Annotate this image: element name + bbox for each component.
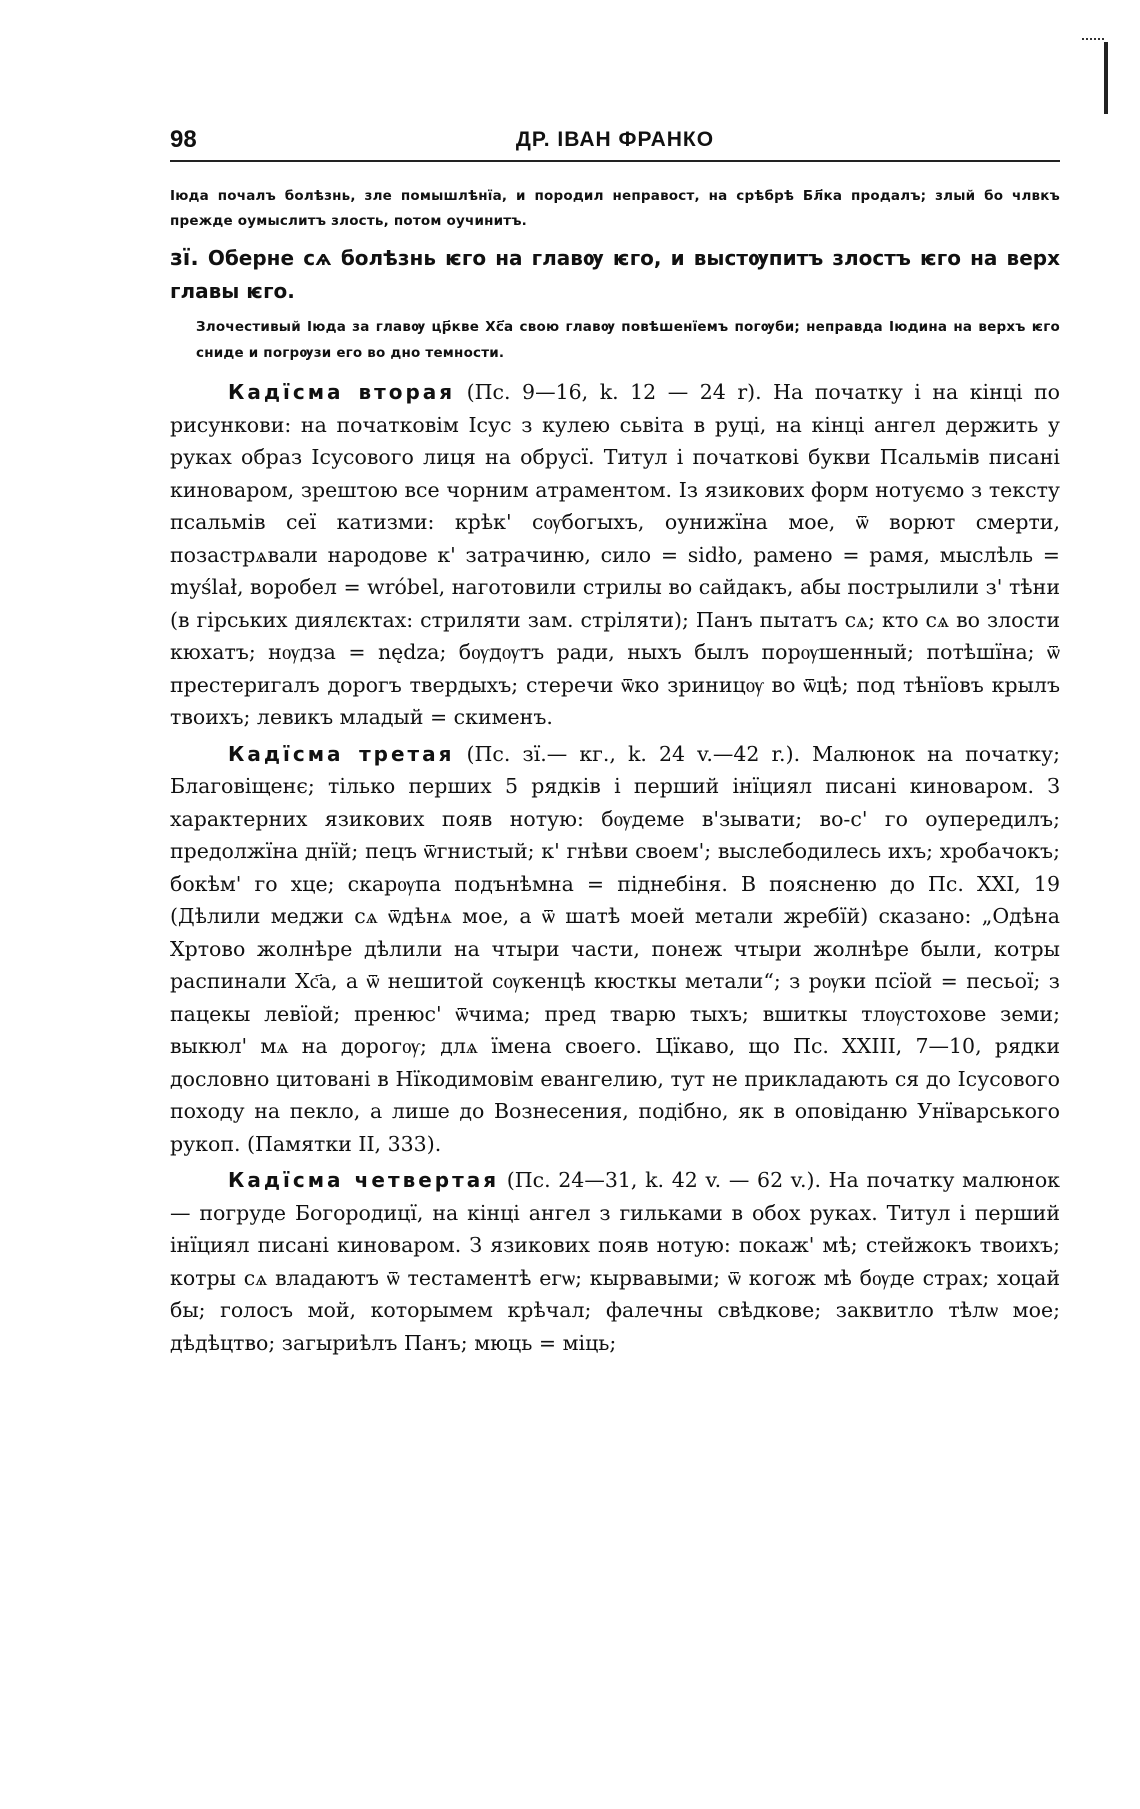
kathisma-heading: Кадїсма вторая	[228, 380, 456, 404]
kathisma-heading: Кадїсма четвертая	[228, 1168, 500, 1192]
running-title: ДР. ІВАН ФРАНКО	[515, 128, 715, 151]
book-page	[170, 120, 1060, 1760]
verse-number: зї.	[170, 246, 199, 271]
page-header	[170, 120, 1060, 162]
psalm-verse	[170, 242, 1060, 308]
paragraph-text: (Пс. зї.— кг., k. 24 v.—42 r.). Малюнок на початку; Благовіщенє; тілько перших 5 рядків і перший інїциял писані киноваром. З характерних язикових появ нотую: бѹдеме в'зывати; во-с' го оупередилъ; предолжїна днїй; пецъ ѿгнистый; к' гнѣви своем'; выслебодилесь ихъ; хробачокъ; бокѣм' го хце; скарѹпа подънѣмна = піднебіня. В поясненю до Пс. XXI, 19 (Дѣлили меджи сѧ ѿдѣнѧ мое, а ѿ шатѣ моей метали жребїй) сказано: „Одѣна Хртово жолнѣре дѣлили на чтыри части, понеж чтыри жолнѣре были, котры распинали Хс҃а, а ѿ нешитой сѹкенцѣ кюсткы метали“; з рѹки псїой = песьої; з пацекы левїой; пренюс' ѿчима; пред тварю тыхъ; вшиткы тлѹстохове земи; выкюл' мѧ на дорогѹ; длѧ їмена своего. Цїкаво, що Пс. XXIII, 7—10, рядки дословно цитовані в Нїкодимовім евангелию, тут не прикладають ся до Ісусового походу на пекло, а лише до Вознесения, подібно, як в оповіданю Унїварського рукоп. (Памятки II, 333).	[170, 741, 1060, 1156]
kathisma-heading: Кадїсма третая	[228, 741, 455, 766]
paragraph-kathisma-2	[170, 376, 1060, 734]
paragraph-text: (Пс. 9—16, k. 12 — 24 r). На початку і на кінці по рисункови: на початковім Ісус з кулею сьвіта в руці, на кінці ангел держить у руках образ Ісусового лиця на обрусї. Титул і початкові букви Псальмів писані киноваром, зрештою все чорним атраментом. Із язикових форм нотуємо з тексту псальмів сеї катизми: крѣк' сѹбогыхъ, оунижїна мое, ѿ ворют смерти, позастрѧвали народове к' затрачиню, сило = sidło, рамено = рамя, мыслѣль = myślał, воробел = wróbel, наготовили стрилы во сайдакъ, абы пострылили з' тѣни (в гірських диялєктах: стриляти зам. стріляти); Панъ пытатъ сѧ; кто сѧ во злости кюхатъ; нѹдза = nędza; бѹдѹтъ ради, ныхъ былъ порѹшенный; потѣшїна; ѿ престеригалъ дорогъ твердыхъ; стеречи ѿко зриницѹ во ѿцѣ; под тѣнїовъ крылъ твоихъ; левикъ младый = скименъ.	[170, 380, 1061, 729]
paragraph-kathisma-4	[170, 1164, 1060, 1359]
scan-corner-mark	[1104, 42, 1108, 114]
scan-corner-dots	[1082, 38, 1104, 44]
paragraph-text: (Пс. 24—31, k. 42 v. — 62 v.). На початку малюнок — погруде Богородицї, на кінці ангел з гильками в обох руках. Титул і перший інїциял писані киноваром. З язикових появ нотую: покаж' мѣ; стейжокъ твоихъ; котры сѧ владаютъ ѿ тестаментѣ егѡ; кырвавыми; ѿ когож мѣ бѹде страх; хоцай бы; голосъ мой, которымем крѣчал; фалечны свѣдкове; заквитло тѣлѡ мое; дѣдѣцтво; загыриѣлъ Панъ; мюць = міць;	[170, 1168, 1060, 1355]
verse-text: Обернe сѧ болѣзнь ѥго на главѹ ѥго, и выстѹпитъ злостъ ѥго на верх главы ѥго.	[170, 246, 1060, 303]
paragraph-kathisma-3	[170, 738, 1060, 1161]
page-content	[170, 184, 1060, 1359]
intro-commentary: Іюда почалъ болѣзнь, зле помышлѣнїа, и породил неправост, на срѣбрѣ Бл҃ка продалъ; злый бо члвкъ прежде оумыслитъ злость, потом оучинитъ.	[170, 188, 1060, 229]
verse-commentary: Злочестивый Іюда за главѹ цр҃кве Хс҃а свою главѹ повѣшенїемъ погѹби; неправда Іюдина на верхъ ѥго сниде и погрѹзи его во дно темности.	[196, 319, 1060, 361]
page-number: 98	[170, 126, 197, 153]
